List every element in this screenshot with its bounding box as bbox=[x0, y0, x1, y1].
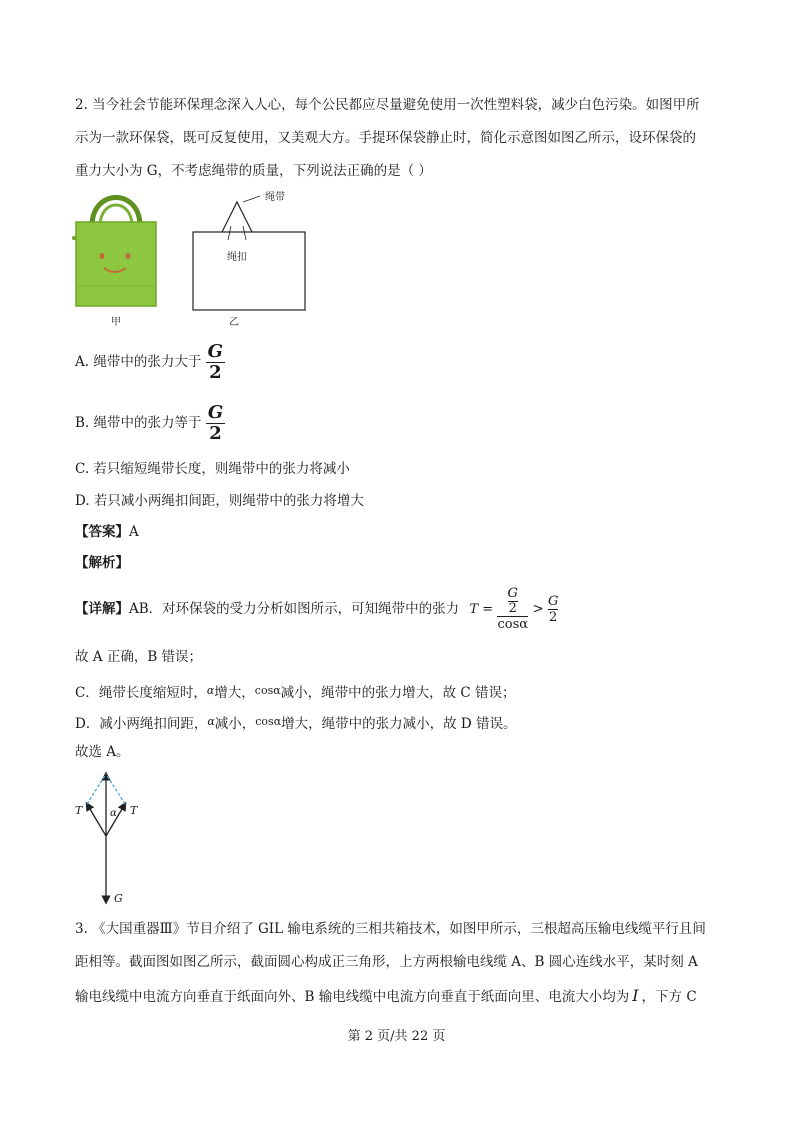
inner-den: 2 bbox=[508, 600, 517, 616]
alpha-symbol: α bbox=[206, 684, 215, 697]
option-b-fraction bbox=[206, 403, 225, 444]
analysis-d-text: 减小， bbox=[214, 716, 256, 732]
fig-yi-caption: 乙 bbox=[229, 317, 239, 328]
frac-numerator: G bbox=[207, 402, 224, 423]
option-c: C. 若只缩短绳带长度，则绳带中的张力将减小 bbox=[75, 461, 350, 477]
cos-symbol: cosα bbox=[254, 684, 281, 697]
q3-line1: 3. 《大国重器Ⅲ》节目介绍了 GIL 输电系统的三相共箱技术，如图甲所示，三根超高压输电线缆平行且间 bbox=[75, 921, 706, 937]
q3-line2: 距相等。截面图如图乙所示，截面圆心构成正三角形，上方两根输电线缆 A、B 圆心连线水平，某时刻 A bbox=[75, 954, 698, 970]
rhs-den: 2 bbox=[548, 610, 558, 625]
analysis-c-text: 增大， bbox=[214, 685, 255, 701]
detail bbox=[75, 586, 558, 633]
force-T-right: T bbox=[130, 804, 138, 817]
frac-denominator: 2 bbox=[209, 362, 222, 383]
answer-label: 【答案】 bbox=[75, 524, 129, 540]
tension-formula bbox=[497, 587, 528, 633]
force-G: G bbox=[114, 892, 123, 905]
analysis-d-text: D．减小两绳扣间距， bbox=[75, 716, 208, 732]
option-a-text: A. 绳带中的张力大于 bbox=[75, 354, 202, 370]
bag-schematic bbox=[190, 188, 310, 313]
analysis-label: 【解析】 bbox=[75, 555, 129, 571]
page-footer: 第 2 页/共 22 页 bbox=[347, 1029, 446, 1044]
option-b bbox=[75, 403, 225, 444]
inner-num: G bbox=[507, 585, 518, 601]
frac-denominator: 2 bbox=[209, 423, 222, 444]
q3-line3 bbox=[75, 979, 725, 1014]
analysis-d-text: 增大，绳带中的张力减小，故 D 错误。 bbox=[281, 716, 517, 732]
analysis-d bbox=[75, 712, 517, 734]
option-b-text: B. 绳带中的张力等于 bbox=[75, 415, 202, 431]
q3-line3-text: 输电线缆中电流方向垂直于纸面向外、B 输电线缆中电流方向垂直于纸面向里、电流大小均为 bbox=[75, 989, 630, 1005]
q2-stem-line1: 2. 当今社会节能环保理念深入人心，每个公民都应尽量避免使用一次性塑料袋，减少白色污染。如图甲所 bbox=[75, 97, 700, 113]
rhs-fraction bbox=[548, 594, 558, 625]
force-diagram bbox=[70, 766, 140, 908]
formula-gt: > bbox=[532, 601, 544, 617]
shengdai-label: 绳带 bbox=[265, 192, 285, 203]
frac-numerator: G bbox=[207, 341, 224, 362]
formula-T: T = bbox=[469, 602, 494, 617]
conclusion-ab: 故 A 正确，B 错误； bbox=[75, 649, 203, 665]
option-a bbox=[75, 342, 225, 383]
alpha-symbol: α bbox=[207, 715, 215, 728]
cos-symbol: cosα bbox=[255, 715, 282, 728]
bag-photo bbox=[70, 186, 165, 311]
force-alpha: α bbox=[110, 808, 117, 819]
q3-line3-text: ，下方 C bbox=[641, 989, 697, 1005]
shengkou-label: 绳扣 bbox=[227, 252, 247, 263]
analysis-c-text: C．绳带长度缩短时， bbox=[75, 685, 207, 701]
choose-answer: 故选 A。 bbox=[75, 744, 130, 760]
q2-stem bbox=[75, 89, 725, 188]
inner-fraction bbox=[508, 587, 518, 616]
formula-cos: cosα bbox=[497, 616, 529, 632]
answer bbox=[75, 522, 139, 542]
option-d: D. 若只减小两绳扣间距，则绳带中的张力将增大 bbox=[75, 493, 364, 509]
fig-jia-caption: 甲 bbox=[111, 317, 121, 328]
analysis-c-text: 减小，绳带中的张力增大，故 C 错误； bbox=[280, 685, 516, 701]
rhs-num: G bbox=[547, 594, 559, 609]
force-T-left: T bbox=[75, 804, 83, 817]
detail-text: AB．对环保袋的受力分析如图所示，可知绳带中的张力 bbox=[129, 601, 460, 617]
option-a-fraction bbox=[206, 342, 225, 383]
current-symbol: I bbox=[632, 986, 639, 1005]
q2-stem-line3: 重力大小为 G，不考虑绳带的质量，下列说法正确的是（ ） bbox=[75, 163, 432, 179]
q2-stem-line2: 示为一款环保袋，既可反复使用，又美观大方。手提环保袋静止时，简化示意图如图乙所示，设环保袋的 bbox=[75, 130, 696, 146]
analysis-c bbox=[75, 681, 516, 703]
answer-value: A bbox=[129, 524, 139, 540]
detail-label: 【详解】 bbox=[75, 601, 129, 617]
q3-stem bbox=[75, 913, 725, 1014]
